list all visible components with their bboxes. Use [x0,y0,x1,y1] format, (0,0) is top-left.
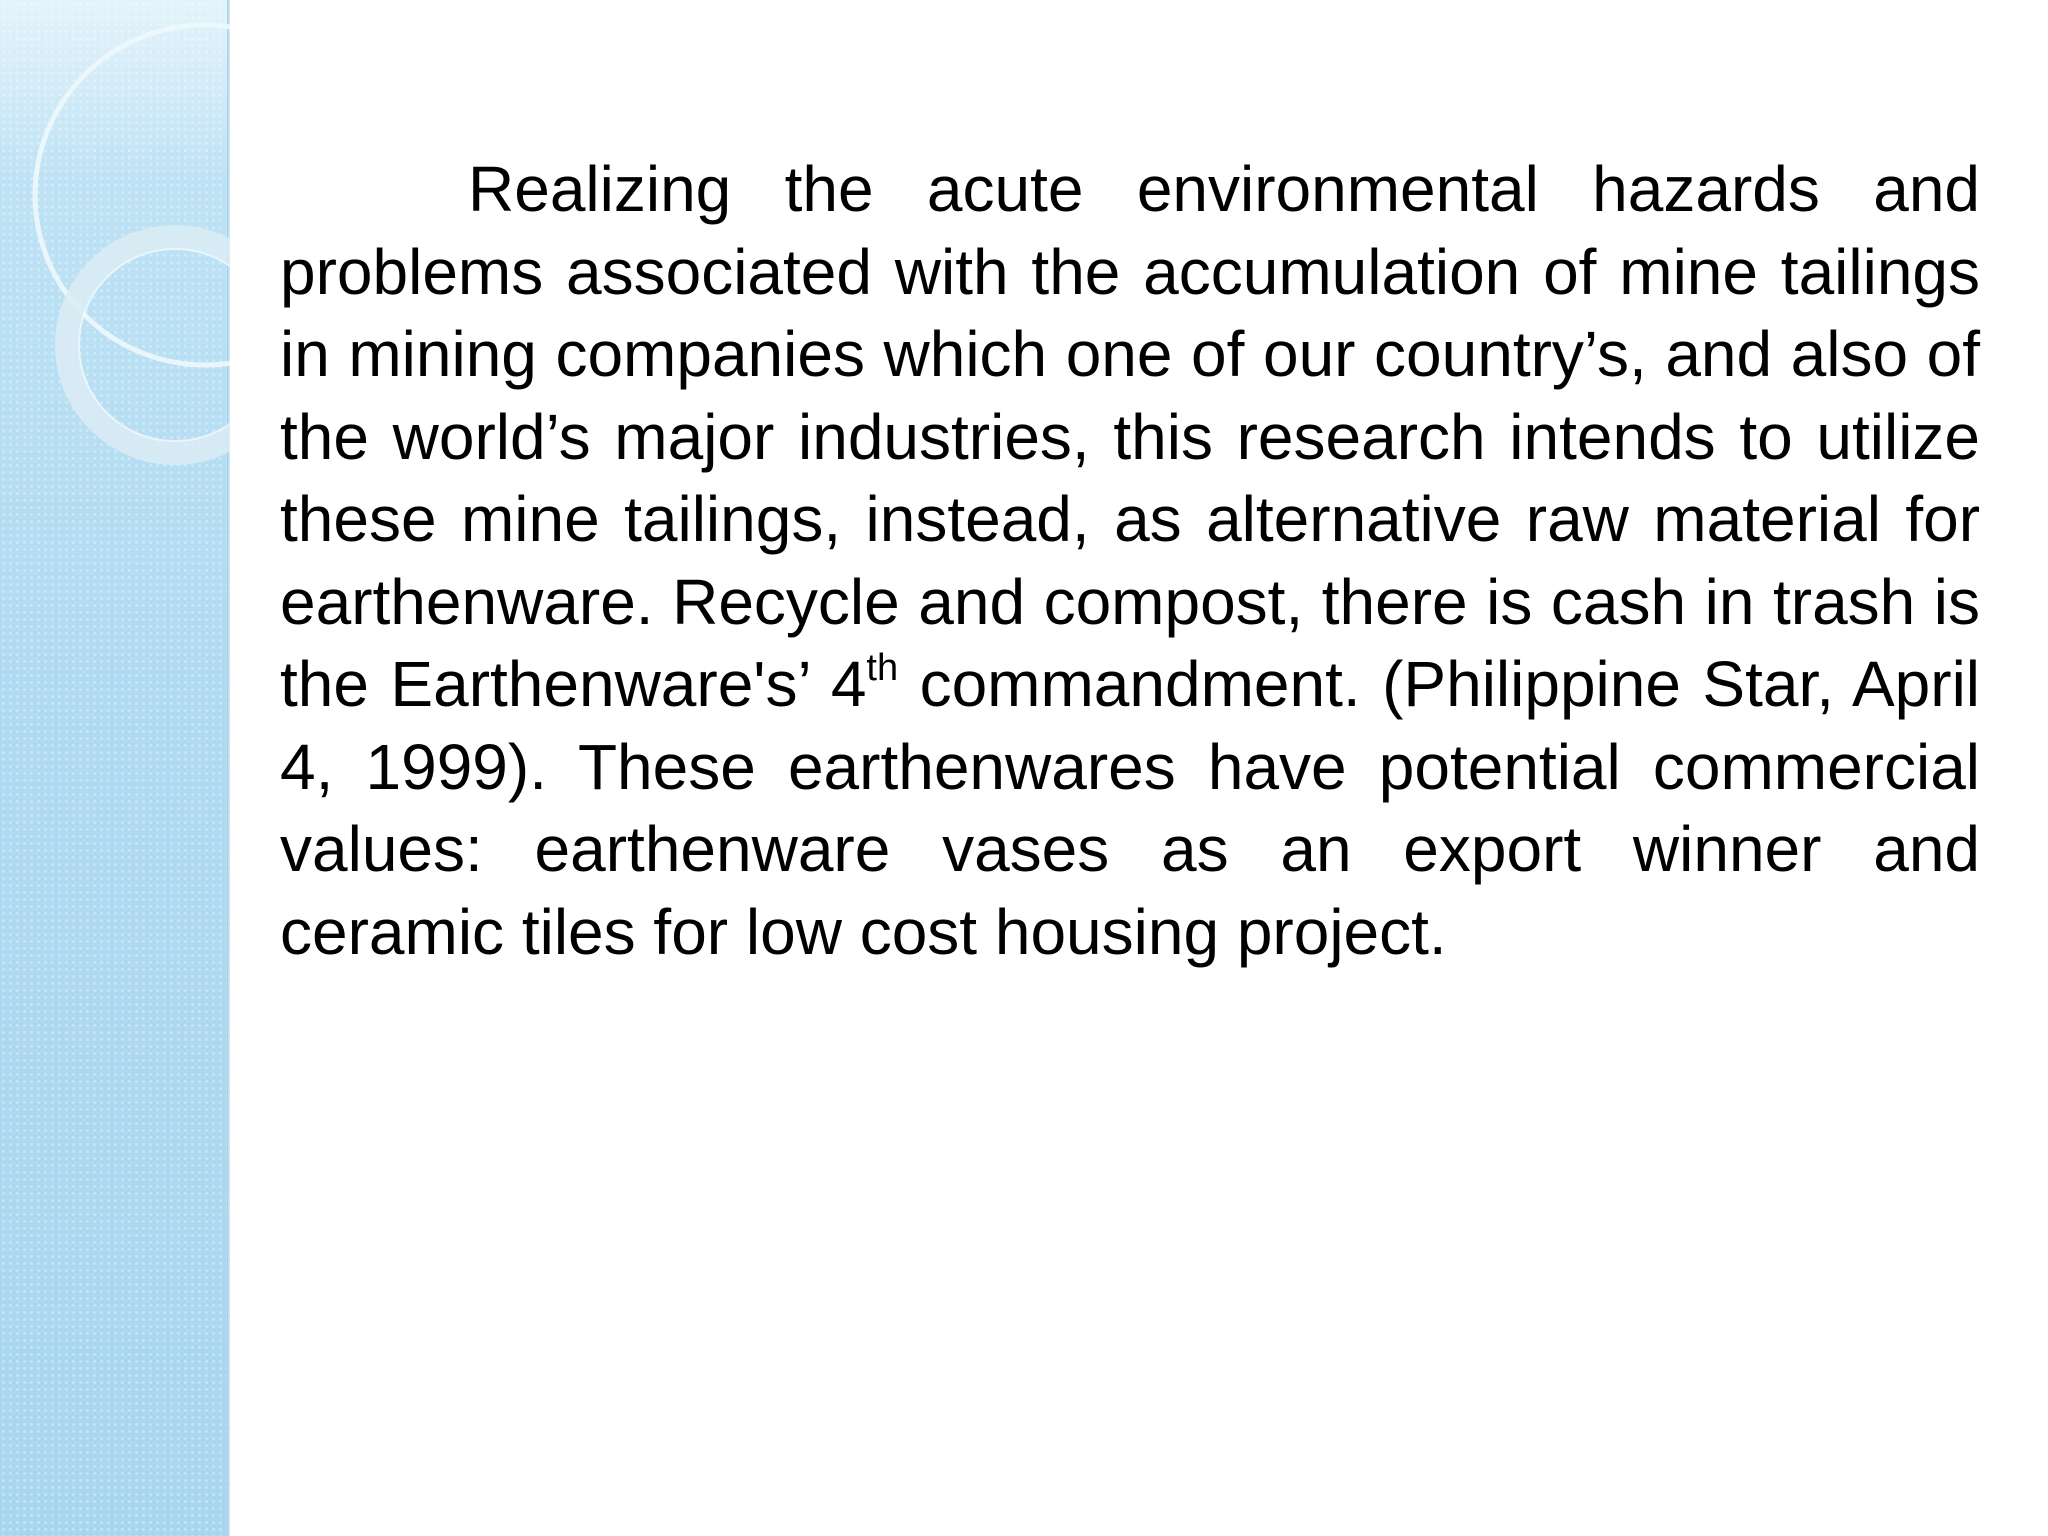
small-ring [67,237,230,453]
ordinal-superscript: th [866,647,899,689]
decorative-rings [0,0,230,500]
body-paragraph [280,148,1980,973]
paragraph-text: Realizing the acute environmental hazards and problems associated with the accumulation of mine tailings in mining companies which one of our country’s, and also of the world’s major industries, this research intends to utilize these mine tailings, instead, as alternative raw material for earthenware. Recycle and compost, there is cash in trash is the Earthenware's’ 4 [280,153,1980,720]
paragraph-text-continued: commandment. (Philippine Star, April 4, 1999). These earthenwares have potential commercial values: earthenware vases as an export winner and ceramic tiles for low cost housing project. [280,648,1980,968]
